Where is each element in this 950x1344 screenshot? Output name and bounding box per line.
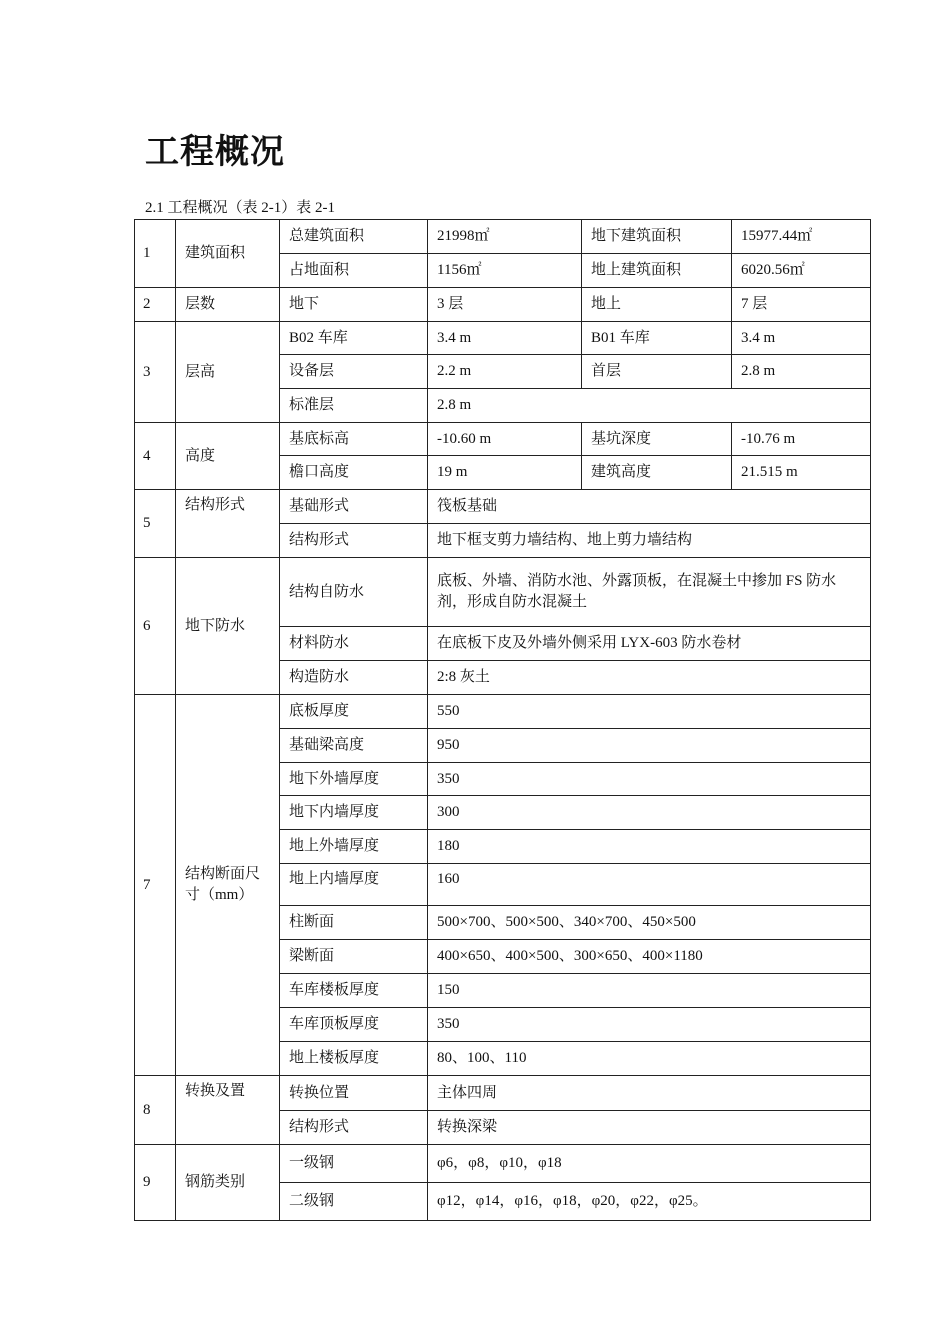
row-category: 钢筋类别 (176, 1145, 280, 1221)
cell-key: 总建筑面积 (280, 220, 428, 254)
table-row (135, 288, 871, 322)
cell-value: 400×650、400×500、300×650、400×1180 (428, 940, 871, 974)
cell-value: 7 层 (732, 288, 871, 322)
cell-key: 标准层 (280, 389, 428, 423)
cell-value: 3.4 m (732, 322, 871, 355)
cell-value: 350 (428, 1008, 871, 1042)
cell-value: 6020.56㎡ (732, 254, 871, 288)
row-category: 结构断面尺寸（mm） (176, 695, 280, 1076)
row-number: 1 (135, 220, 176, 288)
cell-key: 地上建筑面积 (582, 254, 732, 288)
project-overview-table (134, 219, 871, 1221)
row-number: 4 (135, 423, 176, 490)
cell-value: 底板、外墙、消防水池、外露顶板，在混凝土中掺加 FS 防水剂，形成自防水混凝土 (428, 558, 871, 627)
cell-value: 3 层 (428, 288, 582, 322)
cell-key: B01 车库 (582, 322, 732, 355)
cell-key: 底板厚度 (280, 695, 428, 729)
cell-value: 21.515 m (732, 456, 871, 490)
cell-value: 筏板基础 (428, 490, 871, 524)
cell-key: 檐口高度 (280, 456, 428, 490)
table-row (135, 322, 871, 355)
row-category: 转换及置 (176, 1076, 280, 1145)
row-number: 3 (135, 322, 176, 423)
row-category: 结构形式 (176, 490, 280, 558)
cell-value: 1156㎡ (428, 254, 582, 288)
cell-key: 地下内墙厚度 (280, 796, 428, 830)
cell-key: 地下 (280, 288, 428, 322)
cell-value: 21998㎡ (428, 220, 582, 254)
cell-value: 950 (428, 729, 871, 763)
cell-value: 300 (428, 796, 871, 830)
cell-key: 结构自防水 (280, 558, 428, 627)
cell-value: 主体四周 (428, 1076, 871, 1111)
cell-value: 80、100、110 (428, 1042, 871, 1076)
cell-key: 基坑深度 (582, 423, 732, 456)
cell-value: 2.2 m (428, 355, 582, 389)
row-number: 6 (135, 558, 176, 695)
row-category: 地下防水 (176, 558, 280, 695)
row-category: 建筑面积 (176, 220, 280, 288)
row-number: 2 (135, 288, 176, 322)
cell-value: -10.60 m (428, 423, 582, 456)
cell-value: 500×700、500×500、340×700、450×500 (428, 906, 871, 940)
cell-key: 材料防水 (280, 627, 428, 661)
row-number: 7 (135, 695, 176, 1076)
cell-value: φ6，φ8，φ10，φ18 (428, 1145, 871, 1183)
cell-key: 地上内墙厚度 (280, 864, 428, 906)
cell-key: 柱断面 (280, 906, 428, 940)
cell-key: 结构形式 (280, 524, 428, 558)
cell-value: 转换深梁 (428, 1111, 871, 1145)
cell-key: 一级钢 (280, 1145, 428, 1183)
cell-value: 160 (428, 864, 871, 906)
table-row (135, 558, 871, 627)
cell-value: 19 m (428, 456, 582, 490)
cell-key: 地上楼板厚度 (280, 1042, 428, 1076)
cell-key: 梁断面 (280, 940, 428, 974)
cell-value: 15977.44㎡ (732, 220, 871, 254)
cell-key: 建筑高度 (582, 456, 732, 490)
cell-key: 地下建筑面积 (582, 220, 732, 254)
cell-key: 转换位置 (280, 1076, 428, 1111)
cell-key: B02 车库 (280, 322, 428, 355)
cell-value: 180 (428, 830, 871, 864)
row-category: 层数 (176, 288, 280, 322)
table-row (135, 220, 871, 254)
row-category: 高度 (176, 423, 280, 490)
cell-key: 地上 (582, 288, 732, 322)
row-category: 层高 (176, 322, 280, 423)
cell-value: 地下框支剪力墙结构、地上剪力墙结构 (428, 524, 871, 558)
table-row (135, 1145, 871, 1183)
table-row (135, 695, 871, 729)
row-number: 5 (135, 490, 176, 558)
table-row (135, 1076, 871, 1111)
cell-value: 2.8 m (732, 355, 871, 389)
cell-key: 车库楼板厚度 (280, 974, 428, 1008)
cell-value: 2:8 灰土 (428, 661, 871, 695)
cell-value: 550 (428, 695, 871, 729)
table-caption: 2.1 工程概况（表 2-1）表 2-1 (145, 200, 335, 216)
cell-key: 设备层 (280, 355, 428, 389)
row-number: 9 (135, 1145, 176, 1221)
cell-value: -10.76 m (732, 423, 871, 456)
cell-value: φ12，φ14，φ16，φ18，φ20，φ22，φ25。 (428, 1183, 871, 1221)
cell-key: 地上外墙厚度 (280, 830, 428, 864)
cell-key: 二级钢 (280, 1183, 428, 1221)
cell-key: 首层 (582, 355, 732, 389)
cell-key: 结构形式 (280, 1111, 428, 1145)
row-number: 8 (135, 1076, 176, 1145)
cell-value: 在底板下皮及外墙外侧采用 LYX-603 防水卷材 (428, 627, 871, 661)
table-row (135, 490, 871, 524)
cell-value: 350 (428, 763, 871, 796)
cell-key: 基础梁高度 (280, 729, 428, 763)
cell-key: 基底标高 (280, 423, 428, 456)
cell-key: 地下外墙厚度 (280, 763, 428, 796)
document-title: 工程概况 (145, 132, 285, 172)
cell-value: 2.8 m (428, 389, 871, 423)
cell-value: 150 (428, 974, 871, 1008)
cell-key: 构造防水 (280, 661, 428, 695)
cell-key: 基础形式 (280, 490, 428, 524)
cell-key: 占地面积 (280, 254, 428, 288)
cell-key: 车库顶板厚度 (280, 1008, 428, 1042)
table-row (135, 423, 871, 456)
cell-value: 3.4 m (428, 322, 582, 355)
